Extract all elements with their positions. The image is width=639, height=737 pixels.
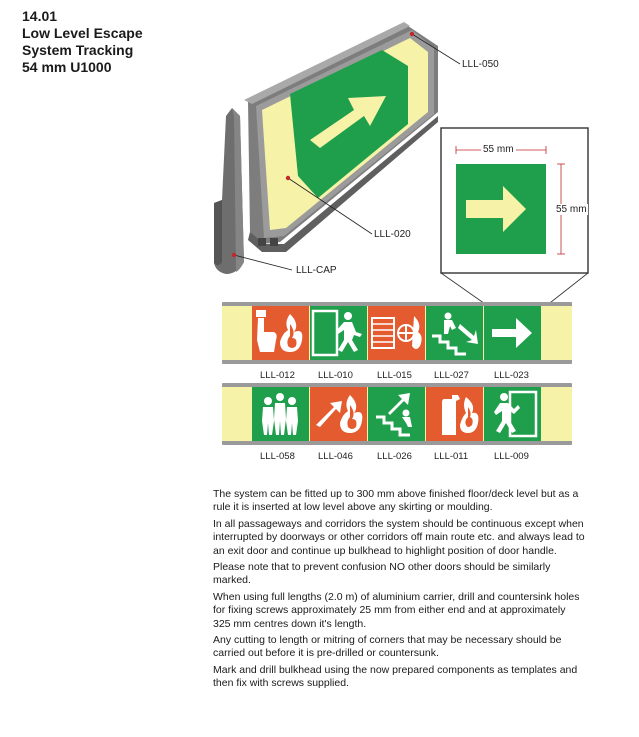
arrow-right-sign [484, 306, 541, 360]
paragraph-mark-and-fix: Mark and drill bulkhead using the now prepared components as templates and then fix with screws supplied. [213, 663, 578, 690]
paragraph-cutting: Any cutting to length or mitring of corners that may be necessary should be carried out before it is pre-drilled or countersunk. [213, 634, 562, 660]
stairs-up-sign [426, 306, 483, 360]
assembly-point-sign [252, 387, 309, 441]
dimension-height: 55 mm [556, 204, 587, 215]
end-cap-illustration [214, 108, 244, 274]
sign-strip-1 [222, 302, 572, 364]
code-lll-058: LLL-058 [260, 451, 295, 462]
running-man-icon [310, 306, 367, 360]
code-lll-015: LLL-015 [377, 370, 412, 381]
fire-alarm-icon [252, 306, 309, 360]
fire-alarm-sign [252, 306, 309, 360]
title-line-1: Low Level Escape [22, 25, 143, 41]
paragraph-other-doors: Please note that to prevent confusion NO other doors should be similarly marked. [213, 561, 551, 587]
stairs-up-left-sign [368, 387, 425, 441]
running-man-door-icon [484, 387, 541, 441]
code-lll-009: LLL-009 [494, 451, 529, 462]
stairs-icon [426, 306, 483, 360]
fire-hose-icon [368, 306, 425, 360]
paragraph-drilling: When using full lengths (2.0 m) of aluminium carrier, drill and countersink holes for fixing screws approximately 25 mm from either end and at approximately 325 mm centres down it's length. [213, 590, 580, 630]
code-lll-011: LLL-011 [434, 451, 469, 462]
section-number: 14.01 [22, 8, 58, 24]
code-lll-012: LLL-012 [260, 370, 295, 381]
code-lll-046: LLL-046 [318, 451, 353, 462]
fire-hose-sign [368, 306, 425, 360]
code-lll-027: LLL-027 [434, 370, 469, 381]
paragraph-fitting-height: The system can be fitted up to 300 mm above finished floor/deck level but as a rule it is inserted at low level above any skirting or moulding. [213, 488, 579, 514]
arrow-right-icon [484, 306, 541, 360]
sign-strip-2 [222, 383, 572, 445]
installation-notes [213, 488, 585, 694]
paragraph-continuity: In all passageways and corridors the system should be continuous except when interrupted by doorways or other corridors off main route etc. and always lead to an exit door and continue up bulkhead to highlight position of door handle. [213, 517, 585, 557]
emergency-exit-right-sign [484, 387, 541, 441]
dimension-width: 55 mm [483, 144, 514, 155]
fire-extinguisher-icon [426, 387, 483, 441]
label-lll-cap: LLL-CAP [296, 265, 337, 276]
fire-direction-icon [310, 387, 367, 441]
stairs-icon [368, 387, 425, 441]
label-lll-020: LLL-020 [374, 229, 411, 240]
code-lll-010: LLL-010 [318, 370, 353, 381]
fire-direction-sign [310, 387, 367, 441]
title-line-3: 54 mm U1000 [22, 59, 112, 75]
emergency-exit-left-sign [310, 306, 367, 360]
label-lll-050: LLL-050 [462, 59, 499, 70]
assembly-group-icon [252, 387, 309, 441]
code-lll-026: LLL-026 [377, 451, 412, 462]
title-line-2: System Tracking [22, 42, 134, 58]
track-illustration [244, 22, 438, 252]
fire-extinguisher-sign [426, 387, 483, 441]
code-lll-023: LLL-023 [494, 370, 529, 381]
